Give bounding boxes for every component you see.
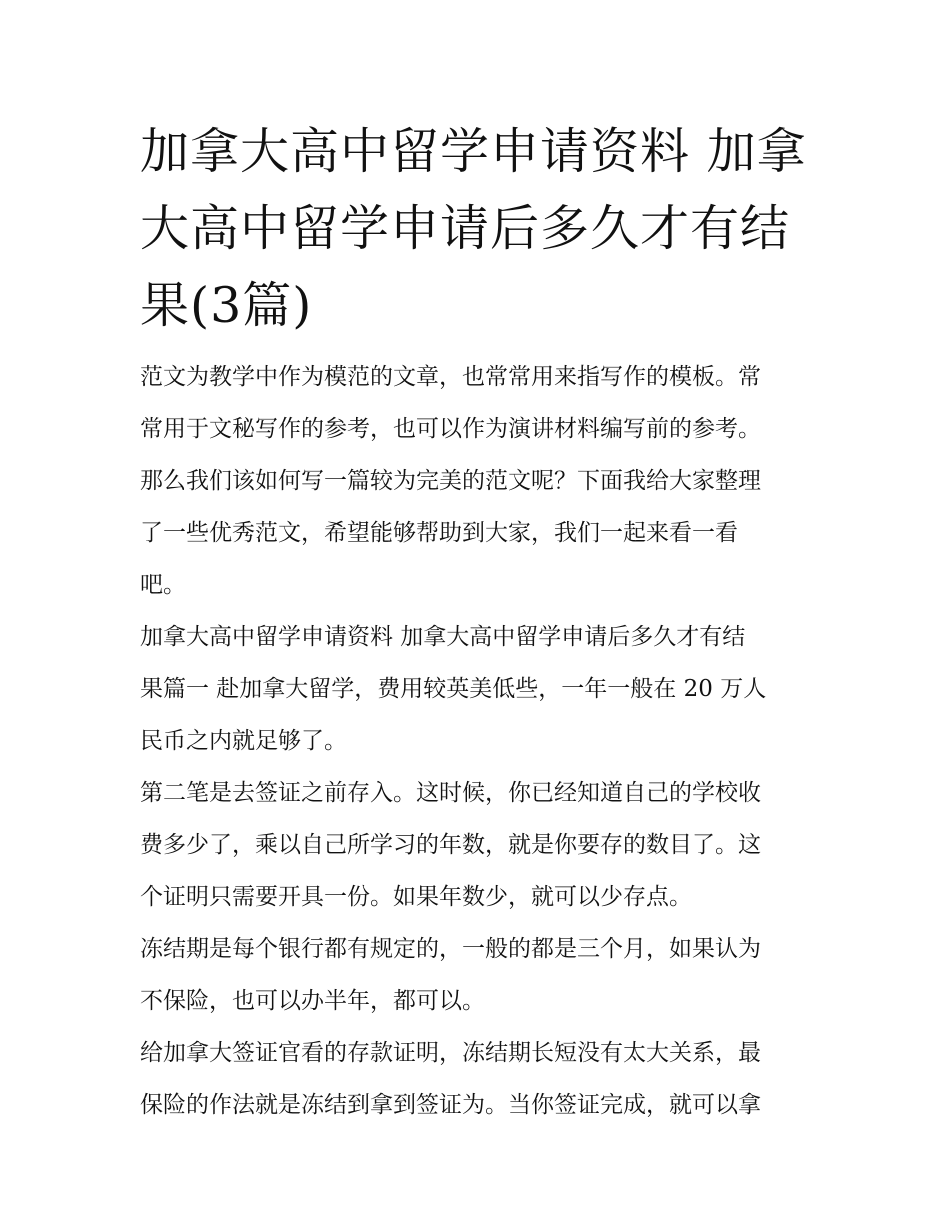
paragraph-article-one — [140, 617, 830, 773]
text-line: 保险的作法就是冻结到拿到签证为。当你签证完成，就可以拿 — [140, 1092, 761, 1118]
text-line: 民币之内就足够了。 — [140, 728, 347, 754]
text-line: 常用于文秘写作的参考，也可以作为演讲材料编写前的参考。 — [140, 416, 761, 442]
text-line: 第二笔是去签证之前存入。这时候，你已经知道自己的学校收 — [140, 780, 761, 806]
paragraph-deposit-proof — [140, 1033, 830, 1137]
text-line: 给加拿大签证官看的存款证明，冻结期长短没有太大关系，最 — [140, 1040, 761, 1066]
text-line: 不保险，也可以办半年，都可以。 — [140, 988, 485, 1014]
text-line: 冻结期是每个银行都有规定的，一般的都是三个月，如果认为 — [140, 936, 761, 962]
text-line: 个证明只需要开具一份。如果年数少，就可以少存点。 — [140, 884, 692, 910]
title-line: 果(3篇) — [140, 277, 313, 334]
paragraph-second-deposit — [140, 773, 830, 929]
text-line: 那么我们该如何写一篇较为完美的范文呢？下面我给大家整理 — [140, 468, 761, 494]
document-body — [140, 357, 830, 1137]
text-line: 果篇一 赴加拿大留学，费用较英美低些，一年一般在 20 万人 — [140, 676, 767, 702]
paragraph-freeze-period — [140, 929, 830, 1033]
text-line: 费多少了，乘以自己所学习的年数，就是你要存的数目了。这 — [140, 832, 761, 858]
paragraph-intro — [140, 357, 830, 617]
title-line: 大高中留学申请后多久才有结 — [140, 200, 791, 257]
text-line: 加拿大高中留学申请资料 加拿大高中留学申请后多久才有结 — [140, 624, 746, 650]
document-title — [140, 113, 830, 344]
text-line: 范文为教学中作为模范的文章，也常常用来指写作的模板。常 — [140, 364, 761, 390]
text-line: 吧。 — [140, 572, 186, 598]
text-line: 了一些优秀范文，希望能够帮助到大家，我们一起来看一看 — [140, 520, 738, 546]
title-line: 加拿大高中留学申请资料 加拿 — [140, 123, 807, 180]
